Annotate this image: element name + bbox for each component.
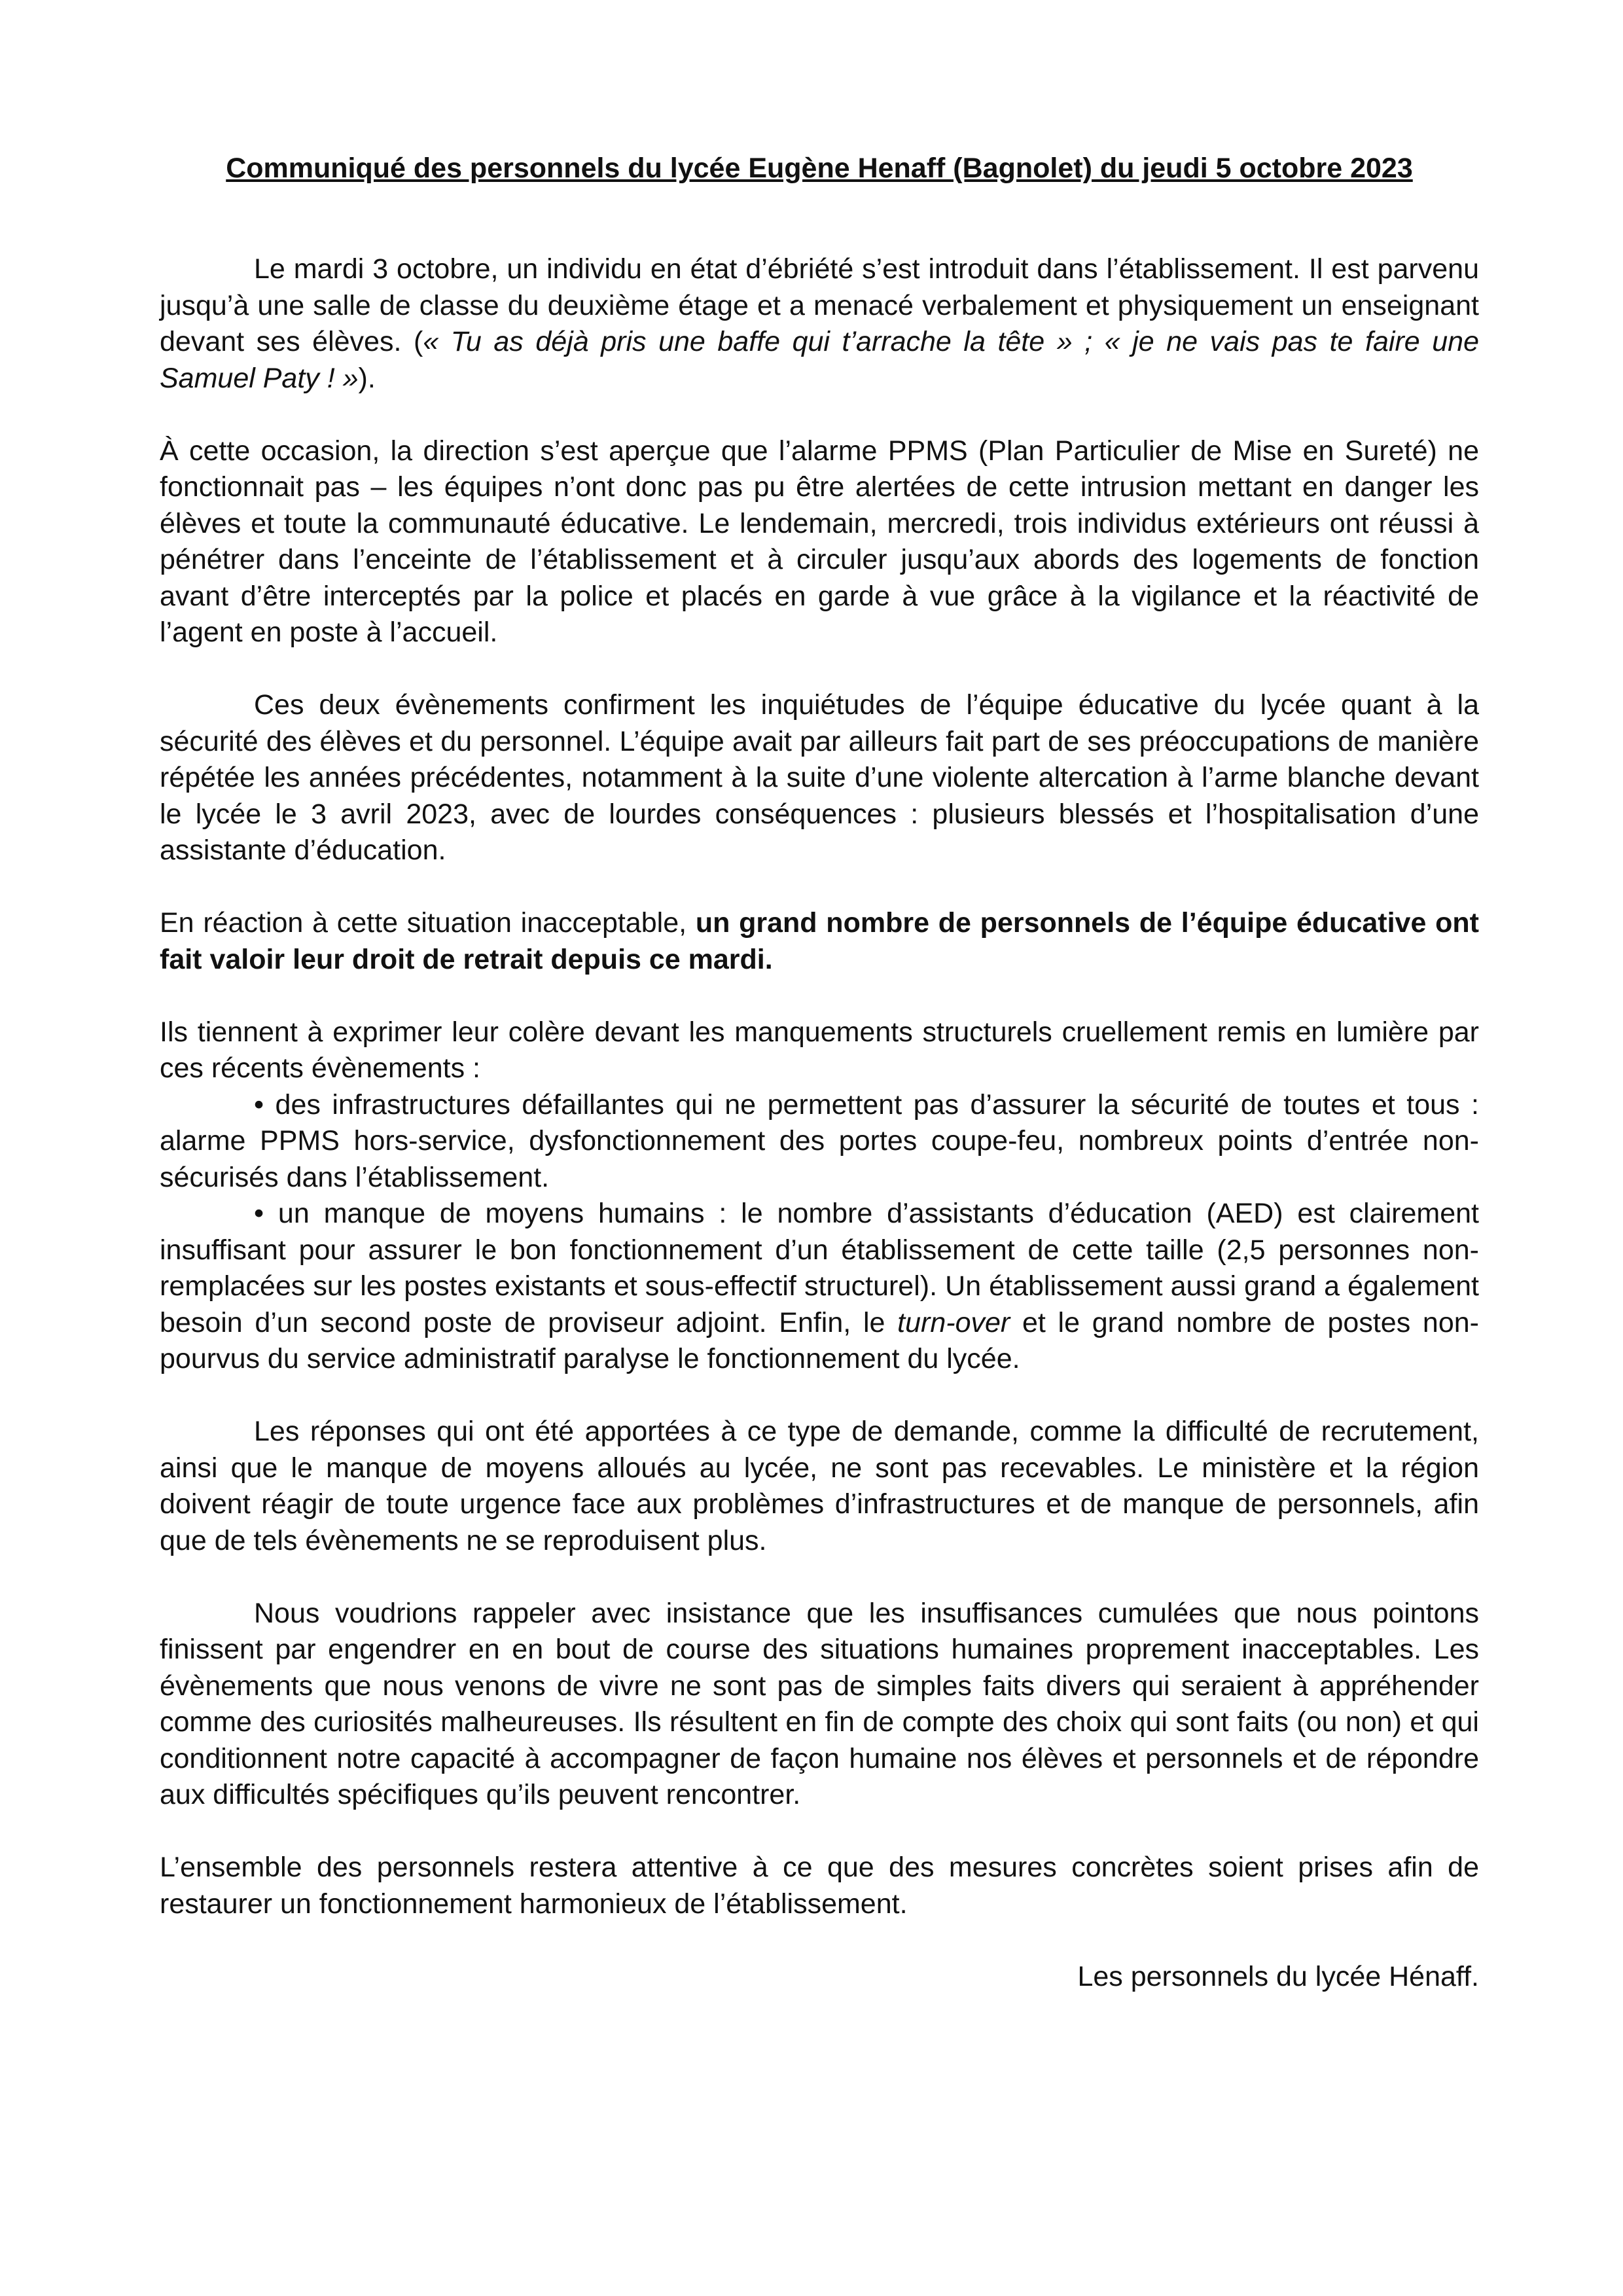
paragraph-alarm: À cette occasion, la direction s’est aperçue que l’alarme PPMS (Plan Particulier de Mise en Sureté) ne fonctionnait pas – les équipes n’ont donc pas pu être alertées de cette intrusion mettant en danger les élèves et toute la communauté éducative. Le lendemain, mercredi, trois individus extérieurs ont réussi à pénétrer dans l’enceinte de l’établissement et à circuler jusqu’aux abords des logements de fonction avant d’être interceptés par la police et placés en garde à vue grâce à la vigilance et la réactivité de l’agent en poste à l’accueil. [160,435,1479,648]
paragraph-intrusion [160,251,1479,397]
bullet-infrastructures: • des infrastructures défaillantes qui ne permettent pas d’assurer la sécurité de toutes et tous : alarme PPMS hors-service, dysfonctionnement des portes coupe-feu, nombreux points d’entrée non-sécurisés dans l’établissement. [160,1088,1479,1193]
paragraph-intrusion-text: Le mardi 3 octobre, un individu en état d’ébriété s’est introduit dans l’établissement. Il est parvenu jusqu’à une salle de classe du deuxième étage et a menacé verbalement et physiquement un enseignant devant ses élèves. [160,253,1479,357]
bullet-moyens-humains [160,1196,1479,1378]
paragraph-reaction [160,905,1479,978]
paragraph-anger: Ils tiennent à exprimer leur colère devant les manquements structurels cruellement remis en lumière par ces récents évènements : [160,1016,1479,1084]
paragraph-insistance: Nous voudrions rappeler avec insistance que les insuffisances cumulées que nous pointons finissent par engendrer en en bout de course des situations humaines proprement inacceptables. Les évènements que nous venons de vivre ne sont pas de simples faits divers qui seraient à appréhender comme des curiosités malheureuses. Ils résultent en fin de compte des choix qui sont faits (ou non) et qui conditionnent notre capacité à accompagner de façon humaine nos élèves et personnels et de répondre aux difficultés spécifiques qu’ils peuvent rencontrer. [160,1597,1479,1810]
bullet-moyens-text-end: et le grand nombre de postes non-pourvus du service administratif paralyse le fonctionnement du lycée. [160,1306,1479,1374]
droit-de-retrait-statement: un grand nombre de personnels de l’équipe éducative ont fait valoir leur droit de retrait depuis ce mardi. [160,907,1479,975]
paragraph-conclusion: L’ensemble des personnels restera attentive à ce que des mesures concrètes soient prises afin de restaurer un fonctionnement harmonieux de l’établissement. [160,1852,1479,1920]
paragraph-reaction-lead: En réaction à cette situation inacceptable, [160,907,696,939]
quote-close: ). [358,362,376,394]
paragraph-responses: Les réponses qui ont été apportées à ce type de demande, comme la difficulté de recrutement, ainsi que le manque de moyens alloués au lycée, ne sont pas recevables. Le ministère et la région doivent réagir de toute urgence face aux problèmes d’infrastructures et de manque de personnels, afin que de tels évènements ne se reproduisent plus. [160,1416,1479,1556]
bullet-moyens-text: • un manque de moyens humains : le nombre d’assistants d’éducation (AED) est clairement insuffisant pour assurer le bon fonctionnement d’un établissement de cette taille (2,5 personnes non-remplacées sur les postes existants et sous-effectif structurel). Un établissement aussi grand a également besoin d’un second poste de proviseur adjoint. Enfin, le [160,1198,1479,1338]
quote-open: ( [413,326,423,357]
paragraph-concerns: Ces deux évènements confirment les inquiétudes de l’équipe éducative du lycée quant à la sécurité des élèves et du personnel. L’équipe avait par ailleurs fait part de ses préoccupations de manière répétée les années précédentes, notamment à la suite d’une violente altercation à l’arme blanche devant le lycée le 3 avril 2023, avec de lourdes conséquences : plusieurs blessés et l’hospitalisation d’une assistante d’éducation. [160,689,1479,866]
document-title: Communiqué des personnels du lycée Eugène Henaff (Bagnolet) du jeudi 5 octobre 2023 [226,152,1413,184]
turn-over-term: turn-over [897,1306,1010,1338]
threat-quote: « Tu as déjà pris une baffe qui t’arrache la tête » ; « je ne vais pas te faire une Samuel Paty ! » [160,326,1479,394]
signature: Les personnels du lycée Hénaff. [1077,1960,1479,1992]
document-page [160,151,1479,1995]
